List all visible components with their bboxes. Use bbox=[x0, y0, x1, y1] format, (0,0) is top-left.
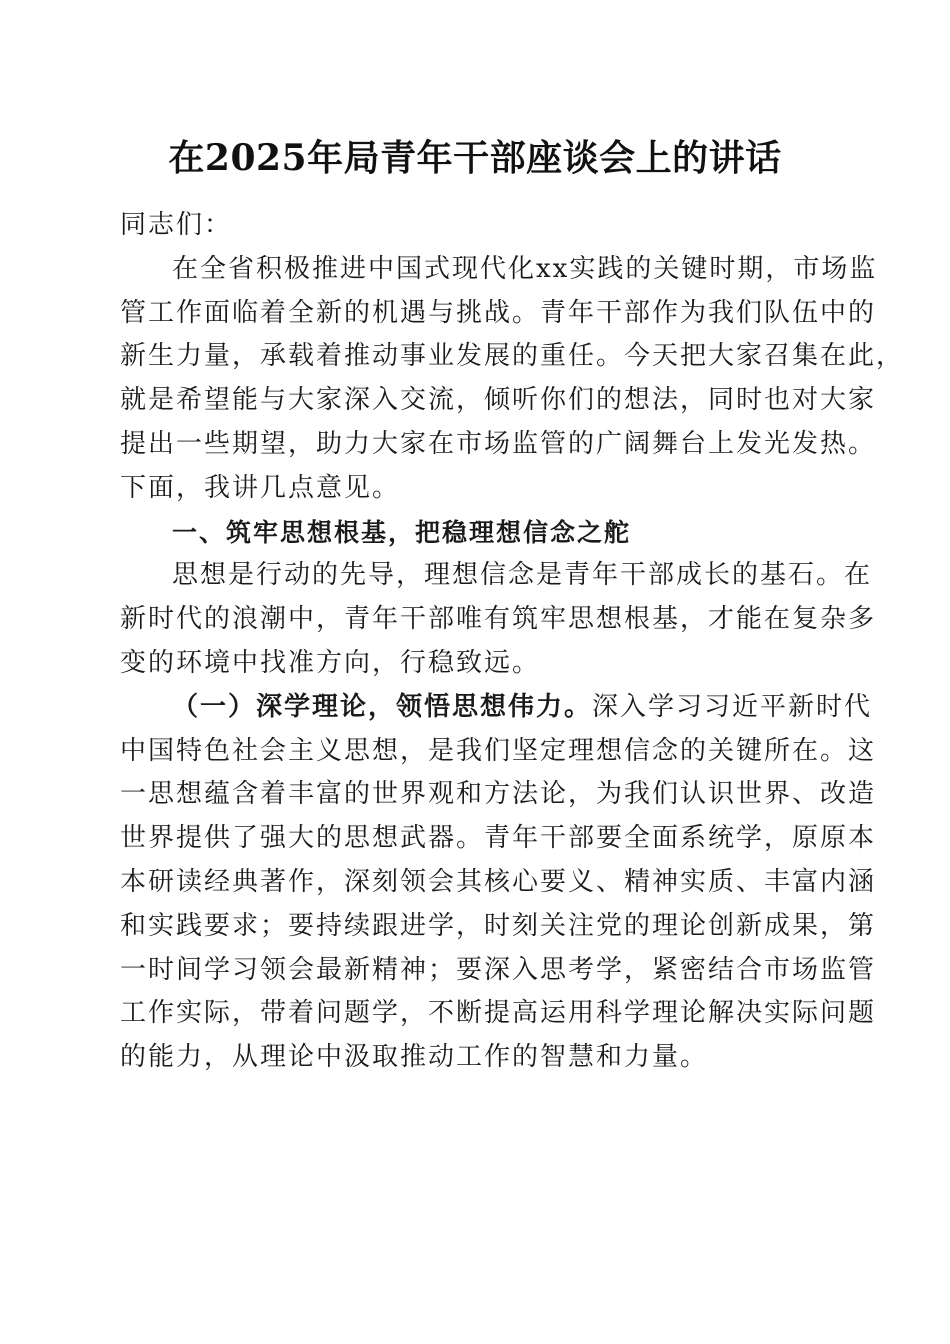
paragraph-line: 新生力量，承载着推动事业发展的重任。今天把大家召集在此， bbox=[120, 341, 905, 372]
paragraph-line: 下面，我讲几点意见。 bbox=[120, 472, 401, 503]
paragraph-line: 和实践要求；要持续跟进学，时刻关注党的理论创新成果，第 bbox=[120, 910, 877, 941]
paragraph-line: 一时间学习领会最新精神；要深入思考学，紧密结合市场监管 bbox=[120, 954, 877, 985]
paragraph-line: 本研读经典著作，深刻领会其核心要义、精神实质、丰富内涵 bbox=[120, 866, 877, 897]
salutation: 同志们： bbox=[120, 210, 233, 240]
paragraph-line: 的能力，从理论中汲取推动工作的智慧和力量。 bbox=[120, 1042, 709, 1073]
paragraph-line: 一思想蕴含着丰富的世界观和方法论，为我们认识世界、改造 bbox=[120, 779, 877, 810]
paragraph-line: 中国特色社会主义思想，是我们坚定理想信念的关键所在。这 bbox=[120, 735, 877, 766]
paragraph-line: 在全省积极推进中国式现代化xx实践的关键时期，市场监 bbox=[172, 253, 878, 284]
subsection-text: 深入学习习近平新时代 bbox=[592, 691, 873, 722]
document-title: 在2025年局青年干部座谈会上的讲话 bbox=[168, 137, 782, 179]
paragraph-line: 变的环境中找准方向，行稳致远。 bbox=[120, 647, 541, 678]
paragraph-line: 工作实际，带着问题学，不断提高运用科学理论解决实际问题 bbox=[120, 998, 877, 1029]
section-heading: 一、筑牢思想根基，把稳理想信念之舵 bbox=[172, 517, 632, 547]
paragraph-line: 提出一些期望，助力大家在市场监管的广阔舞台上发光发热。 bbox=[120, 428, 877, 459]
paragraph-line: 思想是行动的先导，理想信念是青年干部成长的基石。在 bbox=[172, 560, 873, 591]
document-body bbox=[120, 204, 905, 1080]
subsection-heading: （一）深学理论，领悟思想伟力。 bbox=[172, 691, 593, 722]
paragraph-line: 世界提供了强大的思想武器。青年干部要全面系统学，原原本 bbox=[120, 823, 877, 854]
subsection-first-line bbox=[120, 686, 873, 730]
paragraph-line: 新时代的浪潮中，青年干部唯有筑牢思想根基，才能在复杂多 bbox=[120, 604, 877, 635]
paragraph-line: 管工作面临着全新的机遇与挑战。青年干部作为我们队伍中的 bbox=[120, 297, 877, 328]
paragraph-line: 就是希望能与大家深入交流，倾听你们的想法，同时也对大家 bbox=[120, 385, 877, 416]
